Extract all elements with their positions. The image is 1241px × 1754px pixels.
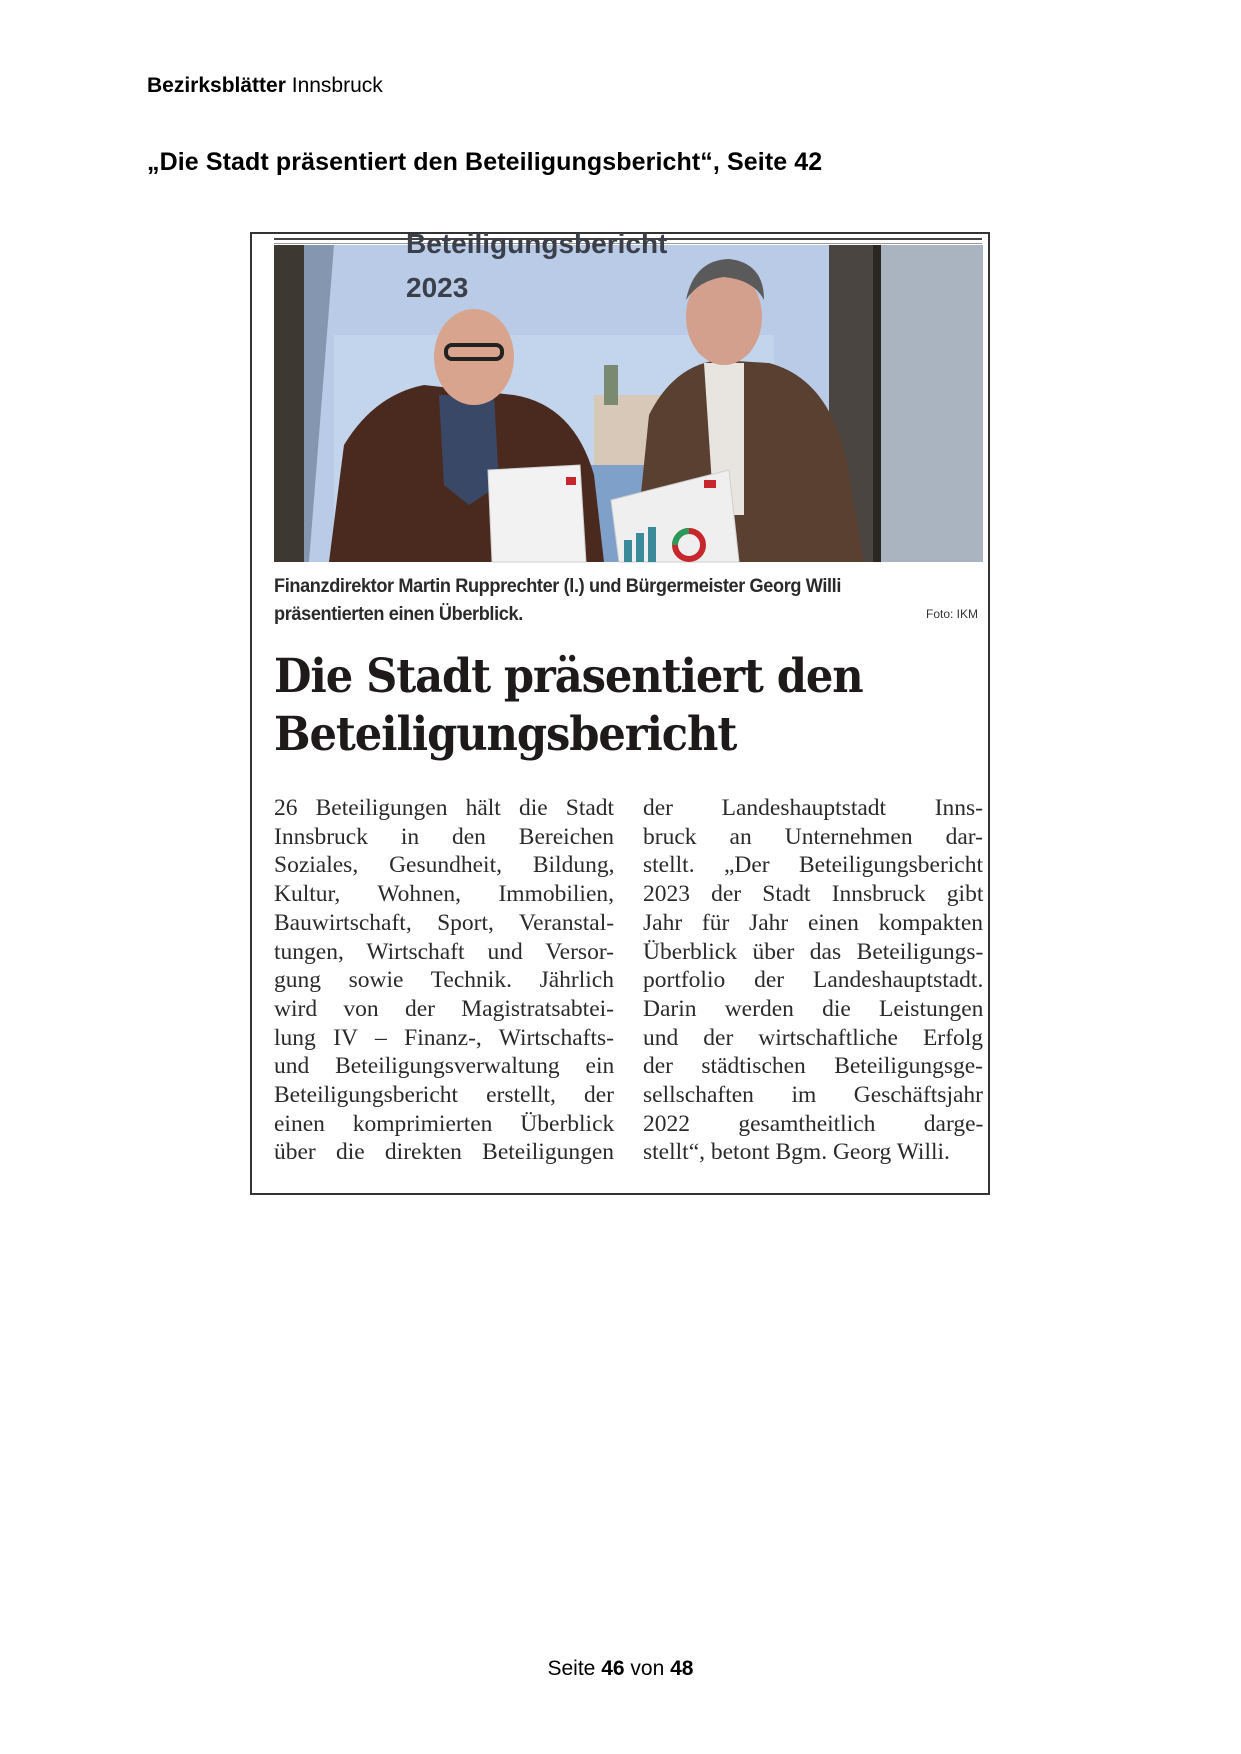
body-line: Überblick über das Beteiligungs- — [643, 938, 984, 965]
article-headline — [274, 648, 1010, 764]
photo-booklet-right-logo — [704, 480, 716, 488]
body-line: 2022 gesamtheitlich darge- — [643, 1110, 984, 1137]
body-line: Beteiligungsbericht erstellt, der — [274, 1082, 614, 1109]
page-footer — [0, 1657, 1241, 1681]
body-line: und der wirtschaftliche Erfolg — [643, 1024, 983, 1051]
photo-church-tower — [604, 365, 618, 405]
body-line: und Beteiligungsverwaltung ein — [274, 1053, 615, 1080]
body-line: tungen, Wirtschaft und Versor- — [274, 938, 614, 965]
current-page-number: 46 — [601, 1657, 625, 1680]
body-line: der Landeshauptstadt Inns- — [643, 795, 983, 821]
publication-name — [147, 74, 383, 98]
publication-name-region: Innsbruck — [291, 74, 383, 97]
body-line: einen komprimierten Überblick — [274, 1110, 615, 1137]
body-line: Kultur, Wohnen, Immobilien, — [274, 881, 614, 908]
body-line: lung IV – Finanz-, Wirtschafts- — [274, 1024, 614, 1051]
photo-screen-title: Beteiligungsbericht — [406, 228, 668, 259]
body-line: 26 Beteiligungen hält die Stadt — [274, 795, 615, 821]
article-body-column-left — [274, 794, 614, 1167]
body-line: Innsbruck in den Bereichen — [274, 823, 615, 850]
body-line: stellt. „Der Beteiligungsbericht — [643, 852, 984, 879]
reference-title: „Die Stadt präsentiert den Beteiligungsbericht“, Seite 42 — [147, 148, 823, 176]
footer-prefix: Seite — [547, 1657, 596, 1680]
caption-line: Finanzdirektor Martin Rupprechter (l.) und Bürgermeister Georg Willi — [274, 575, 842, 597]
total-page-count: 48 — [670, 1657, 694, 1680]
body-line: stellt“, betont Bgm. Georg Willi. — [643, 1139, 950, 1166]
article-photo — [274, 228, 983, 562]
photo-booklet-chart-bar — [648, 527, 656, 562]
photo-right-window — [881, 245, 983, 562]
publication-name-bold: Bezirksblätter — [147, 74, 286, 97]
headline-line: Beteiligungsbericht — [274, 707, 737, 762]
photo-illustration — [274, 228, 983, 562]
body-line: 2023 der Stadt Innsbruck gibt — [643, 881, 984, 908]
body-line: über die direkten Beteiligungen — [274, 1139, 614, 1166]
caption-line: präsentierten einen Überblick. — [274, 603, 523, 625]
body-line: portfolio der Landeshauptstadt. — [643, 967, 984, 994]
footer-separator: von — [630, 1657, 665, 1680]
photo-caption — [274, 572, 981, 628]
newspaper-clipping — [250, 228, 990, 1195]
body-line: bruck an Unternehmen dar- — [643, 823, 983, 850]
photo-booklet-chart-bar — [624, 540, 632, 562]
photo-door-frame — [873, 245, 881, 562]
photo-left-wall — [274, 245, 304, 562]
photo-credit: Foto: IKM — [925, 607, 978, 621]
body-line: sellschaften im Geschäftsjahr — [643, 1082, 983, 1109]
body-line: Darin werden die Leistungen — [643, 995, 984, 1022]
article-body-column-right — [643, 794, 983, 1167]
photo-booklet-left-logo — [566, 477, 576, 485]
body-line: wird von der Magistratsabtei- — [274, 995, 614, 1022]
body-line: Jahr für Jahr einen kompakten — [643, 909, 983, 936]
photo-screen-year: 2023 — [406, 272, 469, 303]
body-line: der städtischen Beteiligungsge- — [643, 1053, 983, 1080]
body-line: Bauwirtschaft, Sport, Veranstal- — [274, 909, 615, 936]
body-line: gung sowie Technik. Jährlich — [274, 967, 614, 994]
body-line: Soziales, Gesundheit, Bildung, — [274, 852, 615, 879]
headline-line: Die Stadt präsentiert den — [274, 649, 863, 704]
photo-booklet-chart-bar — [636, 533, 644, 562]
